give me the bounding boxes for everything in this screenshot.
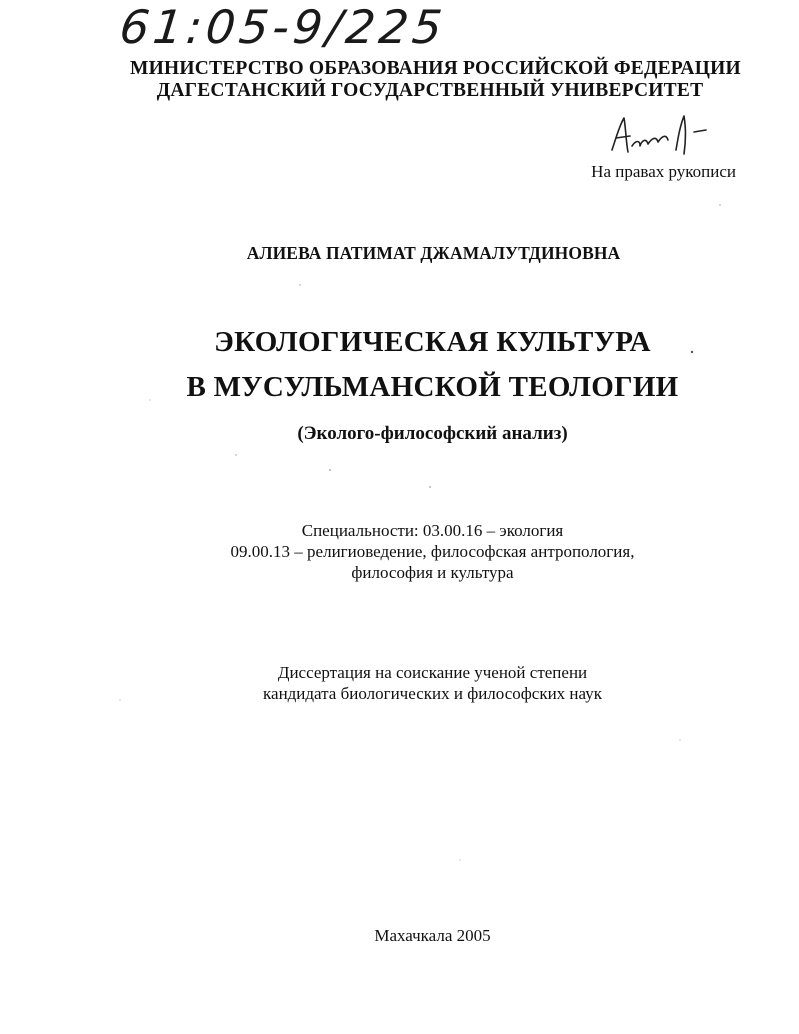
dissertation-line-1: Диссертация на соискание ученой степени [277,663,588,682]
specialty-line-3: философия и культура [351,563,514,582]
university-name: ДАГЕСТАНСКИЙ ГОСУДАРСТВЕННЫЙ УНИВЕРСИТЕТ [156,80,704,101]
ministry-name: МИНИСТЕРСТВО ОБРАЗОВАНИЯ РОССИЙСКОЙ ФЕДЕРАЦИИ [130,58,741,79]
title-line-2: В МУСУЛЬМАНСКОЙ ТЕОЛОГИИ [186,371,679,403]
dissertation-line-2: кандидата биологических и философских наук [263,684,602,703]
ministry-header [130,58,741,102]
specialty-line-1: Специальности: 03.00.16 – экология [301,521,564,540]
specialty-block [33,520,799,583]
author-name: АЛИЕВА ПАТИМАТ ДЖАМАЛУТДИНОВНА [246,243,621,263]
signature-icon [606,110,716,160]
title-subtitle: (Эколого-философский анализ) [297,423,568,444]
dissertation-block [33,662,799,704]
specialty-line-2: 09.00.13 – религиоведение, философская антропология, [230,542,635,561]
title-line-1: ЭКОЛОГИЧЕСКАЯ КУЛЬТУРА [214,326,651,358]
rights-note: На правах рукописи [591,162,736,181]
place-and-year: Махачкала 2005 [374,926,491,945]
handwritten-catalogue-code: 61:05-9/225 [117,0,449,54]
